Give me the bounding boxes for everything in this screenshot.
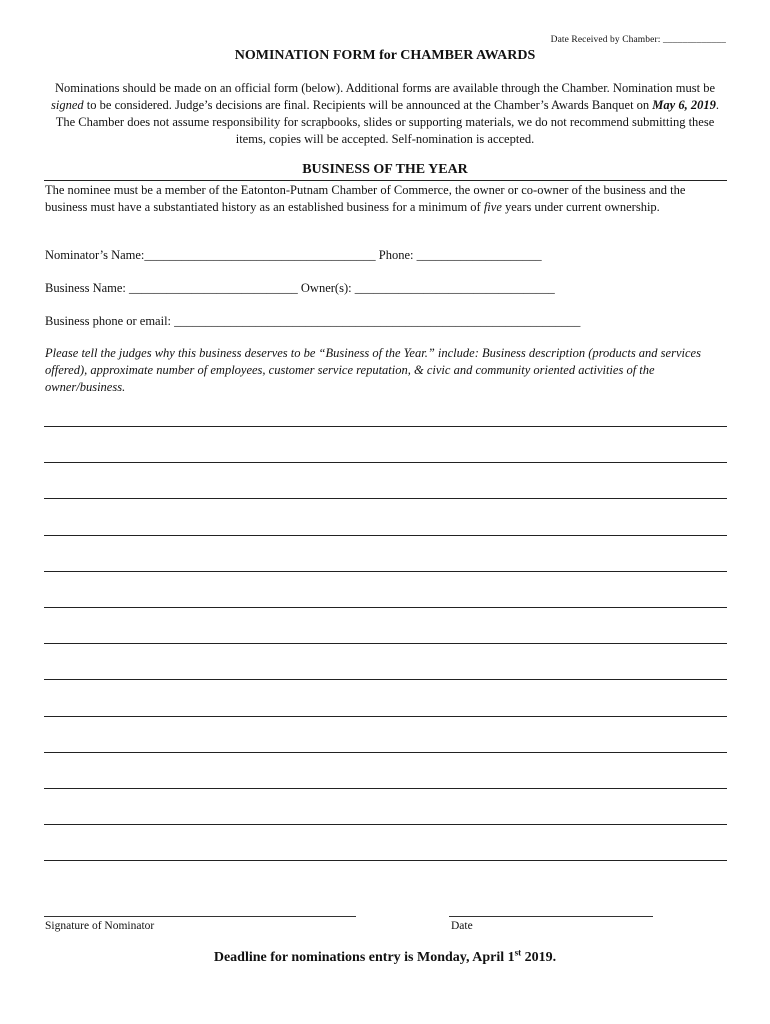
intro-text-2: to be considered. Judge’s decisions are final. Recipients will be announced at the Chamber’s Awards Banquet on — [83, 98, 653, 112]
answer-line[interactable] — [44, 462, 727, 463]
nominator-row — [45, 248, 542, 263]
eligibility-years: five — [483, 200, 502, 214]
owners-field[interactable]: Owner(s): ________________________________ — [300, 281, 555, 295]
answer-line[interactable] — [44, 535, 727, 536]
eligibility-text-2: years under current ownership. — [501, 200, 660, 214]
phone-field[interactable]: Phone: ____________________ — [378, 248, 542, 262]
answer-line[interactable] — [44, 643, 727, 644]
intro-paragraph — [44, 80, 726, 148]
nominator-name-field[interactable]: Nominator’s Name:_____________________________________ — [45, 248, 376, 262]
deadline-year: 2019. — [521, 950, 557, 965]
section-title: BUSINESS OF THE YEAR — [302, 162, 468, 177]
signature-label: Signature of Nominator — [45, 920, 155, 932]
signature-line[interactable] — [44, 916, 356, 917]
business-name-field[interactable]: Business Name: ___________________________ — [45, 281, 298, 295]
intro-text-1: Nominations should be made on an official form (below). Additional forms are available through the Chamber. Nomination must be — [54, 81, 716, 95]
answer-line[interactable] — [44, 716, 727, 717]
deadline-text: Deadline for nominations entry is Monday, April 1 — [213, 950, 515, 965]
contact-row — [45, 314, 580, 329]
intro-signed-emphasis: signed — [51, 98, 84, 112]
answer-line[interactable] — [44, 426, 727, 427]
eligibility-text-1: The nominee must be a member of the Eatonton-Putnam Chamber of Commerce, the owner or co-owner of the business and the business must have a substantiated history as an established business for a minimum of — [45, 183, 686, 214]
deadline-superscript: st — [514, 947, 522, 958]
banquet-date: May 6, 2019 — [652, 98, 716, 112]
answer-line[interactable] — [44, 788, 727, 789]
answer-line[interactable] — [44, 824, 727, 825]
intro-text-3: . The Chamber does not assume responsibility for scrapbooks, slides or supporting materials, we do not recommend submitting these items, copies will be accepted. Self-nomination is accepted. — [55, 98, 719, 146]
judges-prompt: Please tell the judges why this business deserves to be “Business of the Year.” include: Business description (products and services offered), approximate number of employees, customer service reputation, & civic and community oriented activities of the owner/business. — [45, 346, 701, 394]
answer-line[interactable] — [44, 498, 727, 499]
date-label: Date — [451, 920, 473, 932]
date-line[interactable] — [449, 916, 653, 917]
form-title: NOMINATION FORM for CHAMBER AWARDS — [234, 48, 536, 63]
eligibility-paragraph — [45, 182, 725, 216]
answer-line[interactable] — [44, 860, 727, 861]
business-contact-field[interactable]: Business phone or email: _________________________________________________________________ — [45, 314, 581, 328]
answer-line[interactable] — [44, 752, 727, 753]
section-divider — [44, 180, 727, 181]
date-received-field: Date Received by Chamber: _____________ — [550, 35, 726, 45]
answer-line[interactable] — [44, 571, 727, 572]
answer-line[interactable] — [44, 607, 727, 608]
business-row — [45, 281, 555, 296]
answer-line[interactable] — [44, 679, 727, 680]
deadline-notice — [0, 947, 770, 966]
